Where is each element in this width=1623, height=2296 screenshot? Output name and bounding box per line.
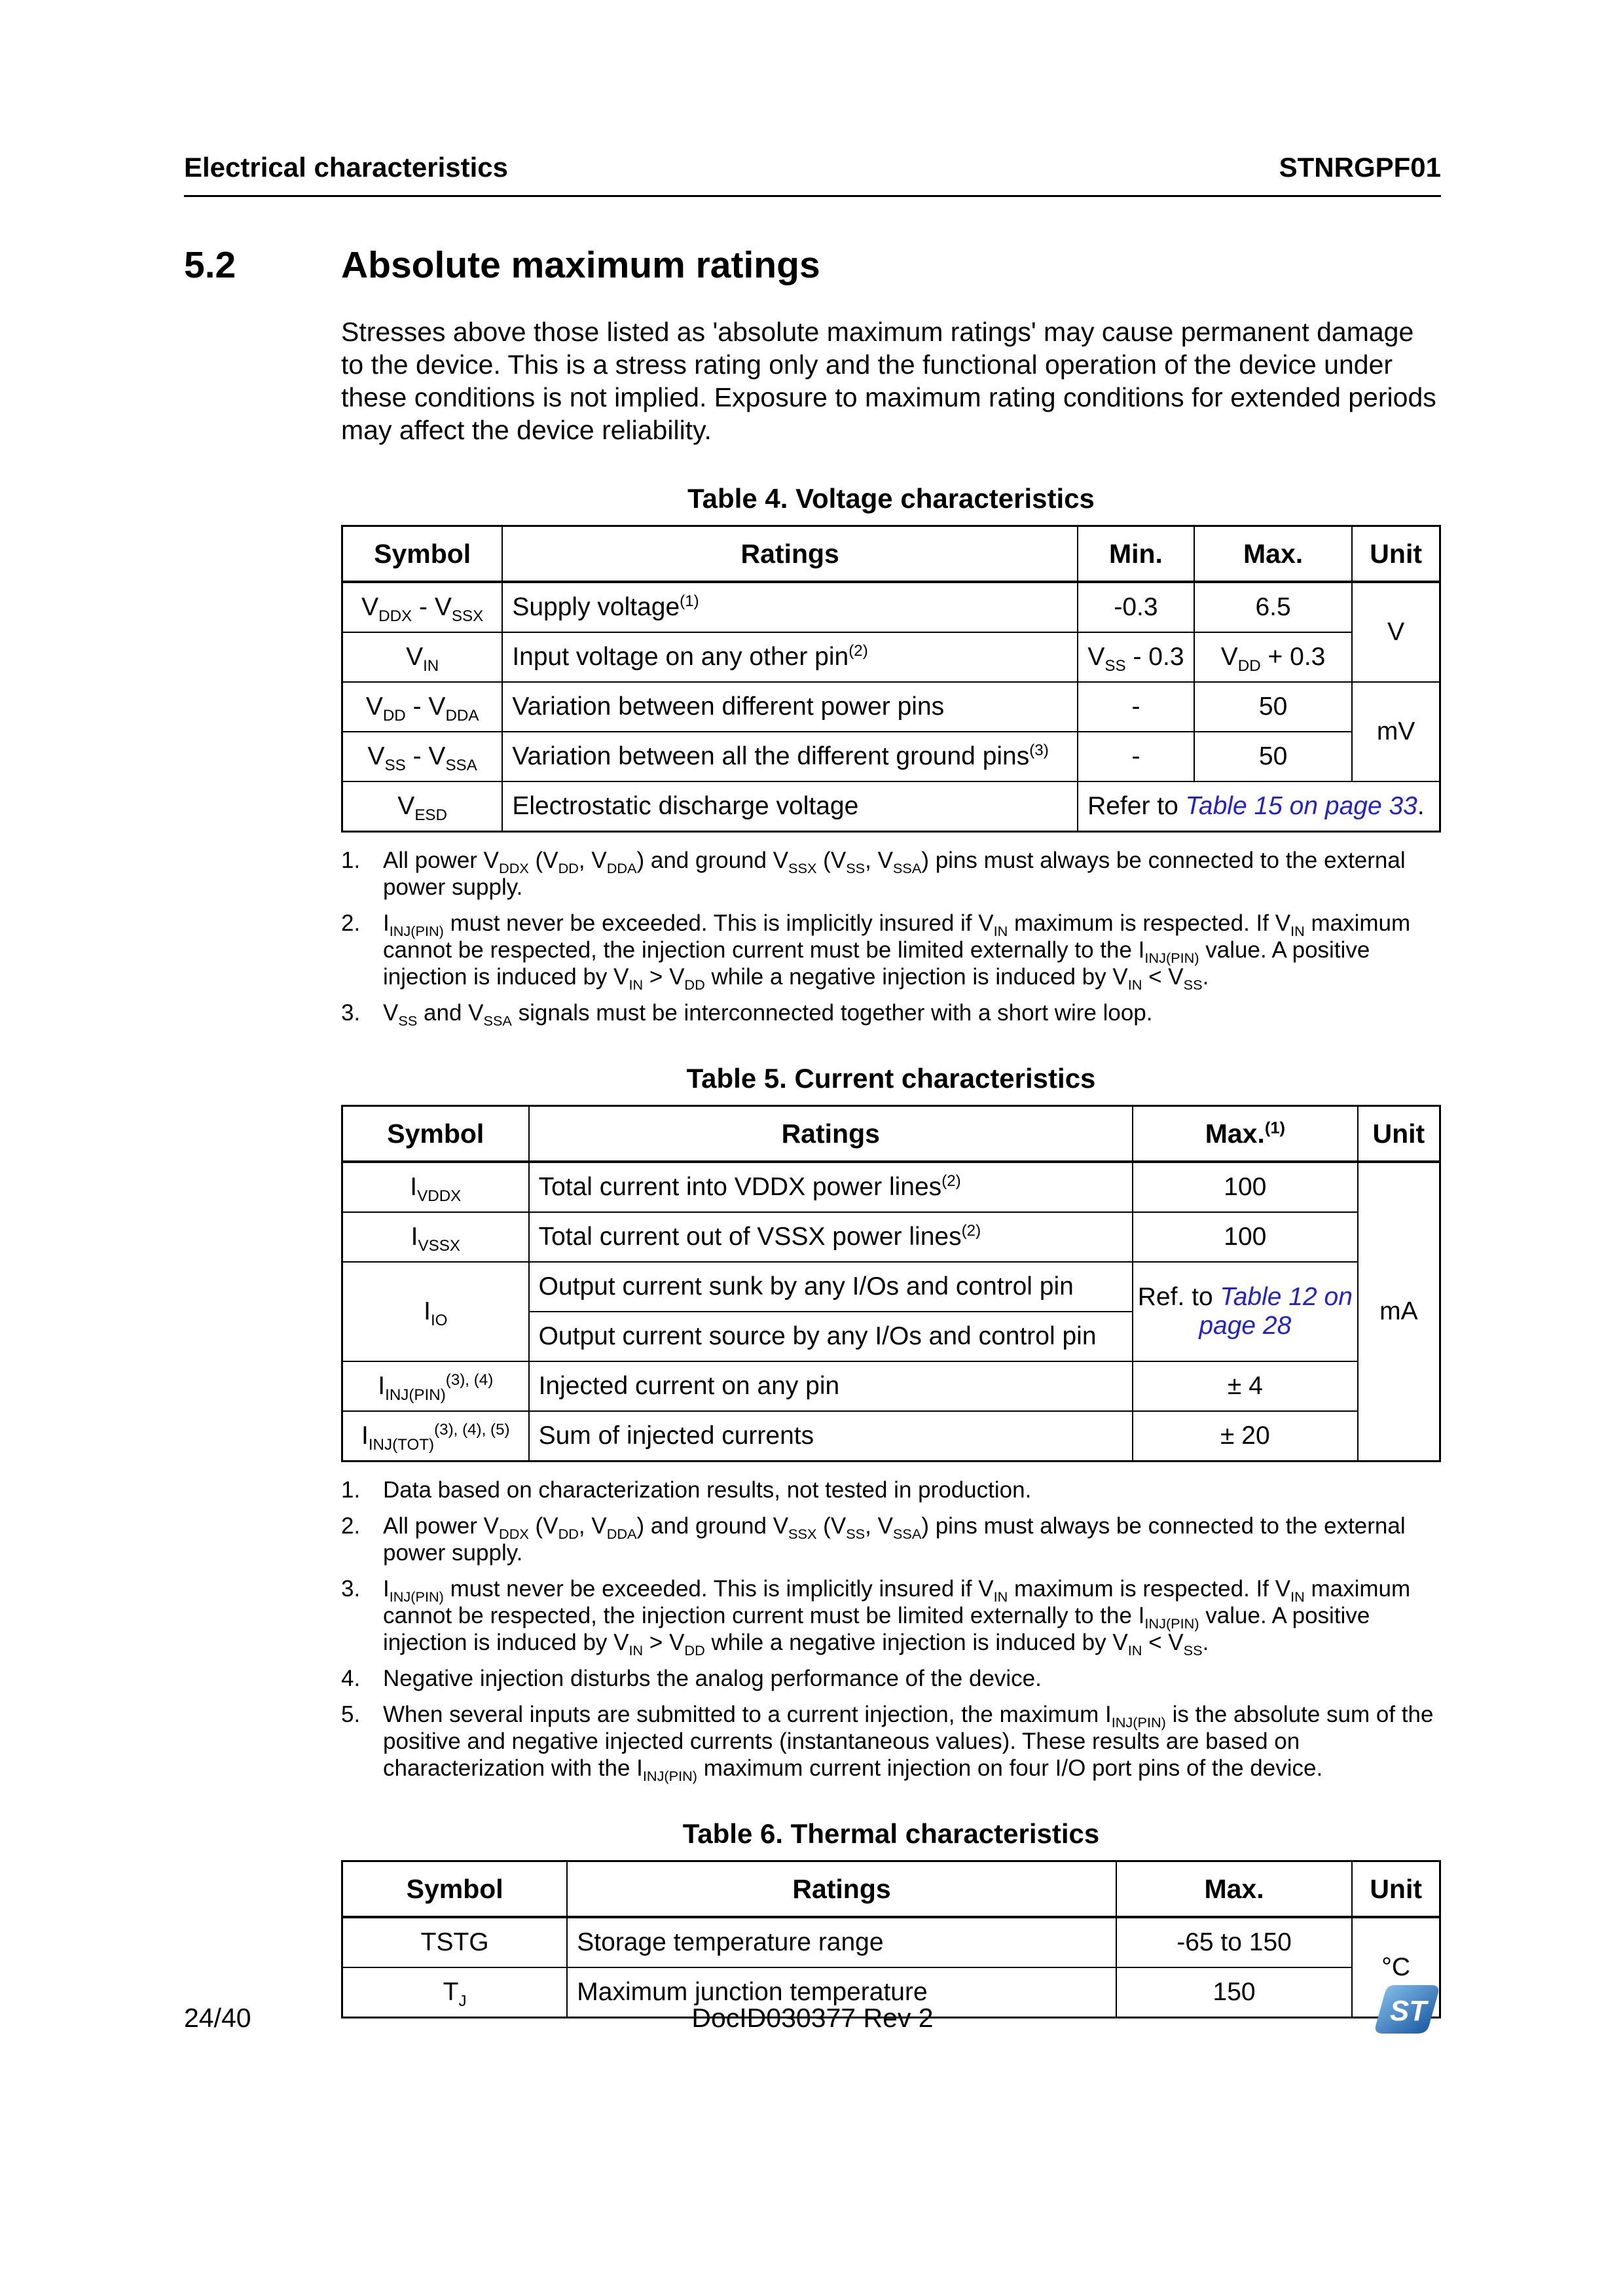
col-header-max: Max.: [1116, 1861, 1353, 1918]
max-cell: 100: [1133, 1212, 1358, 1262]
table-header-row: [342, 526, 1440, 583]
table-row: [342, 582, 1440, 632]
symbol-cell: $I_{INJ(PIN)}^{(3), (4)}$: [342, 1361, 529, 1411]
symbol-cell: $V_{DD} - V_{DDA}$: [342, 682, 503, 732]
rating-cell: Supply voltage$^{(1)}$: [502, 582, 1078, 632]
ref-text: Refer to: [1087, 792, 1186, 820]
footnote: [341, 1477, 1441, 1503]
max-cell: 50: [1194, 682, 1352, 732]
rating-cell: Total current out of VSSX power lines$^{(2)}$: [529, 1212, 1133, 1262]
table4-title: Table 4. Voltage characteristics: [687, 483, 1095, 514]
rating-cell: Variation between different power pins: [502, 682, 1078, 732]
unit-cell: V: [1352, 582, 1440, 682]
footnote: [341, 910, 1441, 993]
symbol-cell: TSTG: [342, 1917, 568, 1967]
table-row: [342, 1212, 1440, 1262]
footnote-number: 5.: [341, 1702, 361, 1727]
symbol-cell: $I_{IO}$: [342, 1262, 529, 1361]
col-header-unit: Unit: [1352, 1861, 1440, 1918]
doc-id: DocID030377 Rev 2: [691, 2003, 934, 2033]
ref-text: Ref. to: [1137, 1283, 1220, 1311]
symbol-cell: $I_{VDDX}$: [342, 1162, 529, 1212]
table4-footnotes: [341, 847, 1441, 1029]
footnote-number: 3.: [341, 1000, 361, 1026]
min-cell: -0.3: [1078, 582, 1194, 632]
symbol-cell: $V_{SS} - V_{SSA}$: [342, 732, 503, 781]
footnote-number: 1.: [341, 1477, 361, 1503]
table-row: [342, 1262, 1440, 1312]
footnote-text: $I_{INJ(PIN)}$ must never be exceeded. This is implicitly insured if $V_{IN}$ maximum is respected. If $V_{IN}$ maximum cannot be respected, the injection current must be limited externally to the $I_{INJ(PIN)}$ value. A positive injection is induced by $V_{IN} > V_{DD}$ while a negative injection is induced by $V_{IN} < V_{SS}$.: [383, 1576, 1411, 1659]
max-cell: 6.5: [1194, 582, 1352, 632]
max-cell: 100: [1133, 1162, 1358, 1212]
footnote-text: All power $V_{DDX}$ ($V_{DD}$, $V_{DDA}$) and ground $V_{SSX}$ ($V_{SS}$, $V_{SSA}$) pins must always be connected to the external power supply.: [383, 848, 1406, 900]
table-row: [342, 1361, 1440, 1411]
symbol-cell: $I_{VSSX}$: [342, 1212, 529, 1262]
table-header-row: [342, 1861, 1440, 1918]
footnote: [341, 999, 1441, 1029]
col-header-min: Min.: [1078, 526, 1194, 583]
rating-cell: Output current sunk by any I/Os and control pin: [529, 1262, 1133, 1312]
footnote: [341, 1701, 1441, 1782]
st-logo-text: ST: [1389, 1995, 1427, 2027]
rating-cell: Variation between all the different ground pins$^{(3)}$: [502, 732, 1078, 781]
section-number: 5.2: [184, 244, 236, 286]
min-cell: $V_{SS} - 0.3$: [1078, 632, 1194, 682]
symbol-cell: $I_{INJ(TOT)}^{(3), (4), (5)}$: [342, 1411, 529, 1462]
footnote-number: 2.: [341, 910, 361, 936]
footnote-number: 1.: [341, 848, 361, 873]
footnote: [341, 1665, 1441, 1692]
table5-title: Table 5. Current characteristics: [686, 1063, 1096, 1094]
section-body: [341, 315, 1441, 2018]
footnote: [341, 1575, 1441, 1659]
table6-title: Table 6. Thermal characteristics: [682, 1818, 1100, 1849]
current-characteristics-table: [341, 1105, 1441, 1462]
header-chapter-title: Electrical characteristics: [184, 152, 508, 183]
col-header-symbol: Symbol: [342, 526, 503, 583]
col-header-unit: Unit: [1352, 526, 1440, 583]
link-table15[interactable]: Table 15 on page 33: [1185, 792, 1417, 820]
symbol-cell: $V_{DDX} - V_{SSX}$: [342, 582, 503, 632]
rating-cell: Total current into VDDX power lines$^{(2)}$: [529, 1162, 1133, 1212]
footnote-text: All power $V_{DDX}$ ($V_{DD}$, $V_{DDA}$) and ground $V_{SSX}$ ($V_{SS}$, $V_{SSA}$) pins must always be connected to the external power supply.: [383, 1513, 1406, 1566]
rating-cell: Storage temperature range: [567, 1917, 1116, 1967]
min-cell: -: [1078, 732, 1194, 781]
unit-cell: °C: [1352, 1917, 1440, 2018]
col-header-max: Max.: [1194, 526, 1352, 583]
max-cell: -65 to 150: [1116, 1917, 1353, 1967]
rating-cell: Electrostatic discharge voltage: [502, 781, 1078, 832]
col-header-ratings: Ratings: [502, 526, 1078, 583]
ref-text: .: [1417, 792, 1425, 820]
max-cell: 150: [1116, 1967, 1353, 2018]
col-header-symbol: Symbol: [342, 1106, 529, 1162]
page-header: [184, 152, 1441, 197]
rating-cell: Input voltage on any other pin$^{(2)}$: [502, 632, 1078, 682]
rating-cell: Injected current on any pin: [529, 1361, 1133, 1411]
footnote-number: 3.: [341, 1576, 361, 1602]
footnote-number: 2.: [341, 1513, 361, 1539]
col-header-ratings: Ratings: [567, 1861, 1116, 1918]
unit-cell: mV: [1352, 682, 1440, 781]
footnote-text: Data based on characterization results, not tested in production.: [383, 1477, 1032, 1503]
min-cell: -: [1078, 682, 1194, 732]
col-header-ratings: Ratings: [529, 1106, 1133, 1162]
st-logo: [1373, 1983, 1441, 2036]
footnote-text: $V_{SS}$ and $V_{SSA}$ signals must be interconnected together with a short wire loop.: [383, 1000, 1153, 1029]
col-header-max: Max.$^{(1)}$: [1133, 1106, 1358, 1162]
section-heading: [184, 243, 1441, 287]
voltage-characteristics-table: [341, 525, 1441, 833]
page-number: 24/40: [184, 2003, 251, 2033]
max-cell: 50: [1194, 732, 1352, 781]
rating-cell: Maximum junction temperature: [567, 1967, 1116, 2018]
footnote: [341, 1513, 1441, 1566]
header-part-number: STNRGPF01: [1279, 152, 1441, 183]
footnote-number: 4.: [341, 1666, 361, 1691]
link-table12[interactable]: Table 12 on page 28: [1199, 1283, 1353, 1340]
symbol-cell: $V_{IN}$: [342, 632, 503, 682]
max-cell: $V_{DD} + 0.3$: [1194, 632, 1352, 682]
rating-cell: Sum of injected currents: [529, 1411, 1133, 1462]
symbol-cell: $V_{ESD}$: [342, 781, 503, 832]
rating-cell: Output current source by any I/Os and control pin: [529, 1312, 1133, 1361]
table-row: [342, 1162, 1440, 1212]
col-header-symbol: Symbol: [342, 1861, 568, 1918]
intro-paragraph: Stresses above those listed as 'absolute maximum ratings' may cause permanent damage to the device. This is a stress rating only and the functional operation of the device under these conditions is not implied. Exposure to maximum rating conditions for extended periods may affect the device reliability.: [341, 317, 1436, 445]
table-row: [342, 1411, 1440, 1462]
table-row: [342, 682, 1440, 732]
table5-footnotes: [341, 1477, 1441, 1782]
footnote: [341, 847, 1441, 901]
max-cell: ± 20: [1133, 1411, 1358, 1462]
table-row: [342, 1917, 1440, 1967]
footnote-text: When several inputs are submitted to a current injection, the maximum $I_{INJ(PIN)}$ is the absolute sum of the positive and negative injected currents (instantaneous values). These results are based on characterization with the $I_{INJ(PIN)}$ maximum current injection on four I/O port pins of the device.: [383, 1702, 1434, 1784]
footnote-text: Negative injection disturbs the analog performance of the device.: [383, 1666, 1042, 1691]
section-title: Absolute maximum ratings: [341, 244, 820, 286]
footnote-text: $I_{INJ(PIN)}$ must never be exceeded. This is implicitly insured if $V_{IN}$ maximum is respected. If $V_{IN}$ maximum cannot be respected, the injection current must be limited externally to the $I_{INJ(PIN)}$ value. A positive injection is induced by $V_{IN} > V_{DD}$ while a negative injection is induced by $V_{IN} < V_{SS}$.: [383, 910, 1411, 993]
page-content: [184, 243, 1441, 2018]
table-row: [342, 632, 1440, 682]
table-row: [342, 732, 1440, 781]
col-header-unit: Unit: [1358, 1106, 1440, 1162]
page-footer: [184, 1983, 1441, 2055]
reference-cell: [1078, 781, 1440, 832]
symbol-cell: $T_J$: [342, 1967, 568, 2018]
reference-cell: [1133, 1262, 1358, 1361]
unit-cell: mA: [1358, 1162, 1440, 1462]
table-header-row: [342, 1106, 1440, 1162]
max-cell: ± 4: [1133, 1361, 1358, 1411]
table-row: [342, 781, 1440, 832]
